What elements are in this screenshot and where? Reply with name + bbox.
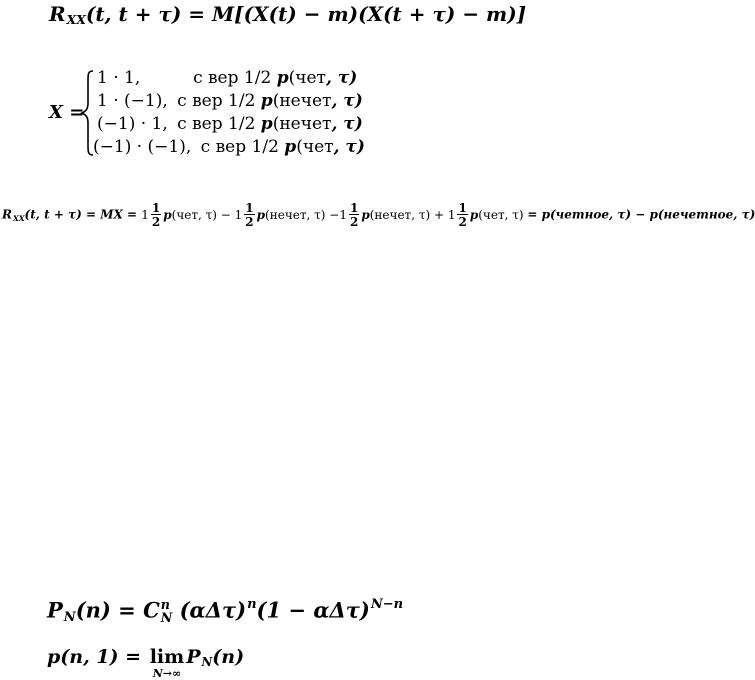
- term-arg: (чет, τ): [478, 207, 524, 222]
- limit-rhs-arg: (n): [212, 646, 245, 668]
- binomial-formula: [47, 598, 403, 624]
- case-word: нечет: [279, 91, 332, 111]
- case-arg-open: (: [272, 114, 280, 134]
- term-fraction: [349, 202, 359, 228]
- case-value: (−1) · 1,: [97, 114, 168, 134]
- term-whole: 1: [141, 207, 149, 222]
- case-p: p: [260, 114, 273, 134]
- case-tau: , τ): [331, 114, 363, 134]
- term-p: p: [361, 207, 370, 222]
- expectation-mx: MX =: [100, 207, 142, 222]
- term-whole: 1: [447, 207, 456, 222]
- case-condition-prefix: с вер: [177, 114, 223, 134]
- autocorrelation-formula: [49, 4, 526, 27]
- piecewise-case: [97, 93, 363, 110]
- formula-lhs-subscript: XX: [66, 12, 86, 28]
- fraction-denominator: 2: [245, 215, 254, 229]
- case-tau: , τ): [325, 68, 358, 88]
- case-tau: , τ): [331, 91, 363, 111]
- expectation-args: (t, t + τ) =: [24, 207, 101, 222]
- case-value: (−1) · (−1),: [93, 137, 192, 157]
- expectation-term: [433, 201, 527, 229]
- binomial-c-subscript: N: [160, 609, 173, 625]
- fraction-denominator: 2: [458, 215, 467, 229]
- case-condition-prefix: с вер: [177, 91, 223, 111]
- expectation-lhs: R: [2, 207, 12, 222]
- binomial-exp1: n: [247, 597, 257, 612]
- fraction-numerator: 1: [349, 201, 359, 215]
- binomial-lhs-arg: (n) =: [75, 597, 144, 623]
- case-condition: [177, 93, 363, 110]
- case-p: p: [260, 91, 273, 111]
- term-p: p: [163, 207, 172, 222]
- piecewise-case: [97, 70, 357, 87]
- case-condition-prefix: с вер: [193, 68, 239, 88]
- case-value: 1 · (−1),: [97, 91, 168, 111]
- case-condition: [177, 116, 363, 133]
- expectation-term: [220, 201, 330, 229]
- term-arg: (нечет, τ): [369, 207, 431, 222]
- term-arg: (чет, τ): [171, 207, 217, 222]
- term-arg: (нечет, τ): [265, 207, 326, 222]
- expectation-lhs-subscript: XX: [12, 213, 25, 223]
- limit-word: lim: [149, 646, 185, 668]
- binomial-c: C: [143, 597, 160, 623]
- formula-args: (t, t + τ): [85, 2, 182, 26]
- term-sign: −: [329, 207, 340, 222]
- term-p: p: [469, 207, 479, 222]
- fraction-numerator: 1: [245, 201, 254, 215]
- formula-rhs: = M[(X(t) − m)(X(t + τ) − m)]: [188, 2, 527, 26]
- case-probability: 1/2: [228, 91, 256, 111]
- term-whole: 1: [339, 207, 347, 222]
- binomial-base2: (1 − αΔτ): [256, 597, 370, 623]
- formula-lhs: R: [49, 2, 66, 26]
- limit-lhs: p(n, 1) =: [47, 646, 148, 668]
- limit-rhs: P: [186, 646, 201, 668]
- term-fraction: [457, 202, 467, 228]
- piecewise-case: [97, 116, 363, 133]
- term-p: p: [256, 207, 266, 222]
- case-probability: 1/2: [243, 68, 272, 88]
- case-value: 1 · 1,: [97, 68, 141, 88]
- piecewise-lhs: X =: [49, 102, 85, 123]
- case-condition: [193, 70, 357, 87]
- fraction-numerator: 1: [458, 201, 467, 215]
- case-condition-prefix: с вер: [200, 137, 247, 157]
- expectation-term: [141, 201, 221, 229]
- expectation-tail: = p(четное, τ) − p(нечетное, τ): [527, 207, 755, 222]
- binomial-base1: (αΔτ): [172, 597, 247, 623]
- fraction-denominator: 2: [151, 215, 161, 229]
- fraction-numerator: 1: [151, 201, 161, 215]
- binomial-lhs-subscript: N: [63, 610, 76, 625]
- term-sign: −: [220, 207, 235, 222]
- binomial-c-superscript: n: [160, 597, 170, 613]
- expectation-formula: [2, 202, 755, 228]
- term-sign: +: [433, 207, 448, 222]
- case-word: чет: [302, 137, 334, 157]
- case-word: чет: [295, 68, 326, 88]
- limit-rhs-subscript: N: [201, 655, 213, 670]
- case-tau: , τ): [333, 137, 365, 157]
- case-p: p: [276, 68, 289, 88]
- case-probability: 1/2: [228, 114, 256, 134]
- limit-under: N→∞: [152, 667, 182, 680]
- case-p: p: [284, 137, 297, 157]
- case-arg-open: (: [296, 137, 303, 157]
- term-fraction: [244, 202, 254, 228]
- case-arg-open: (: [288, 68, 296, 88]
- case-arg-open: (: [272, 91, 280, 111]
- limit-operator: [150, 648, 185, 679]
- fraction-denominator: 2: [349, 215, 359, 229]
- piecewise-case: [93, 139, 365, 156]
- term-whole: 1: [234, 207, 243, 222]
- case-word: нечет: [279, 114, 332, 134]
- binomial-exp2: N−n: [370, 597, 404, 612]
- limit-formula: [47, 648, 244, 679]
- case-probability: 1/2: [251, 137, 279, 157]
- expectation-term: [329, 201, 434, 229]
- case-condition: [201, 139, 365, 156]
- binomial-lhs: P: [47, 597, 63, 623]
- term-fraction: [151, 202, 161, 228]
- binomial-c-indices: [161, 599, 173, 624]
